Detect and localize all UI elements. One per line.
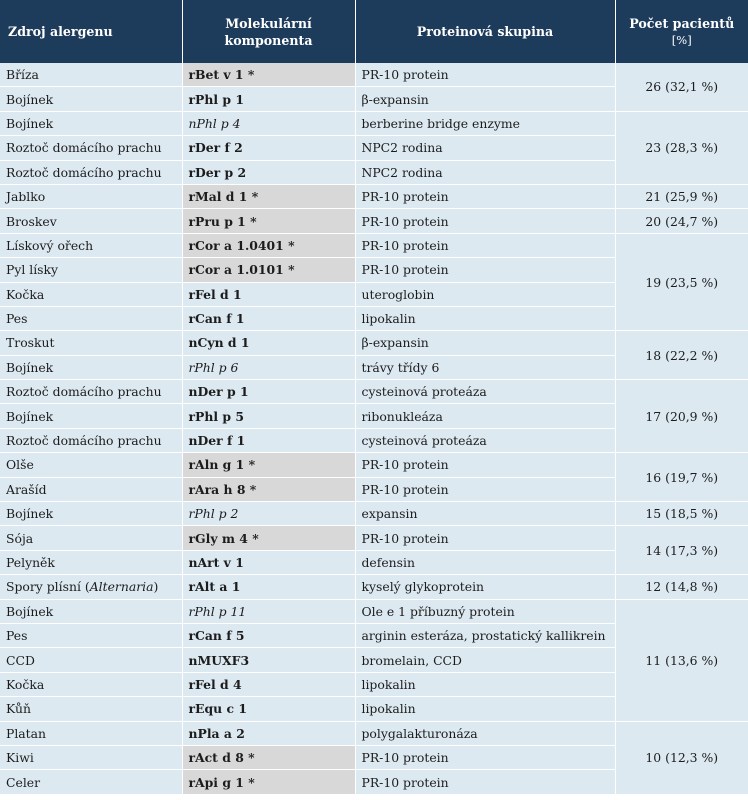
cell-protein-group: cysteinová proteáza: [355, 428, 615, 452]
cell-protein-group: NPC2 rodina: [355, 136, 615, 160]
cell-source: Troskut: [0, 331, 182, 355]
cell-protein-group: lipokalin: [355, 306, 615, 330]
cell-protein-group: β-expansin: [355, 331, 615, 355]
cell-patient-count: 21 (25,9 %): [615, 184, 748, 208]
table-row: [0, 233, 748, 257]
cell-source-text-end: ): [153, 579, 159, 595]
cell-source: Kočka: [0, 282, 182, 306]
cell-source: Sója: [0, 526, 182, 550]
cell-source-italic: Alternaria: [89, 579, 154, 595]
cell-protein-group: PR-10 protein: [355, 770, 615, 794]
cell-patient-count: 23 (28,3 %): [615, 111, 748, 184]
cell-protein-group: ribonukleáza: [355, 404, 615, 428]
cell-component: rPhl p 6: [182, 355, 355, 379]
cell-source: Bojínek: [0, 404, 182, 428]
cell-patient-count: 20 (24,7 %): [615, 209, 748, 233]
cell-protein-group: cysteinová proteáza: [355, 380, 615, 404]
cell-source: Roztoč domácího prachu: [0, 136, 182, 160]
cell-protein-group: defensin: [355, 550, 615, 574]
cell-source-text: Spory plísní (: [6, 579, 90, 595]
cell-component: rCan f 5: [182, 623, 355, 647]
cell-protein-group: β-expansin: [355, 87, 615, 111]
table-row: [0, 63, 748, 87]
cell-source: Kůň: [0, 697, 182, 721]
cell-component: nMUXF3: [182, 648, 355, 672]
cell-component: rFel d 1: [182, 282, 355, 306]
cell-component: rPhl p 2: [182, 502, 355, 526]
cell-patient-count: 26 (32,1 %): [615, 63, 748, 111]
cell-protein-group: trávy třídy 6: [355, 355, 615, 379]
cell-component: rAct d 8 *: [182, 745, 355, 769]
cell-component: rGly m 4 *: [182, 526, 355, 550]
cell-source: Jablko: [0, 184, 182, 208]
cell-source: Bojínek: [0, 111, 182, 135]
cell-protein-group: PR-10 protein: [355, 258, 615, 282]
table-row: [0, 575, 748, 599]
cell-protein-group: PR-10 protein: [355, 477, 615, 501]
cell-source: Bojínek: [0, 87, 182, 111]
header-patient-count: [615, 0, 748, 63]
cell-component: rPhl p 11: [182, 599, 355, 623]
cell-component: rAra h 8 *: [182, 477, 355, 501]
cell-component: nDer f 1: [182, 428, 355, 452]
table-row: [0, 721, 748, 745]
cell-protein-group: PR-10 protein: [355, 745, 615, 769]
table-row: [0, 453, 748, 477]
header-patient-count-label: Počet pacientů: [629, 15, 735, 31]
header-allergen-source: Zdroj alergenu: [0, 0, 182, 63]
cell-source: CCD: [0, 648, 182, 672]
header-protein-group: Proteinová skupina: [355, 0, 615, 63]
cell-source: Roztoč domácího prachu: [0, 160, 182, 184]
cell-protein-group: polygalakturonáza: [355, 721, 615, 745]
table-row: [0, 526, 748, 550]
cell-protein-group: PR-10 protein: [355, 63, 615, 87]
cell-component: nPhl p 4: [182, 111, 355, 135]
cell-protein-group: arginin esteráza, prostatický kallikrein: [355, 623, 615, 647]
table-row: [0, 111, 748, 135]
cell-patient-count: 14 (17,3 %): [615, 526, 748, 575]
cell-protein-group: lipokalin: [355, 672, 615, 696]
cell-source: Lískový ořech: [0, 233, 182, 257]
cell-source: Roztoč domácího prachu: [0, 428, 182, 452]
cell-protein-group: kyselý glykoprotein: [355, 575, 615, 599]
cell-component: rAln g 1 *: [182, 453, 355, 477]
cell-component: rCan f 1: [182, 306, 355, 330]
header-molecular-component: Molekulární komponenta: [182, 0, 355, 63]
cell-source: Pes: [0, 306, 182, 330]
cell-component: rMal d 1 *: [182, 184, 355, 208]
cell-source: [0, 575, 182, 599]
cell-component: nArt v 1: [182, 550, 355, 574]
table-row: [0, 209, 748, 233]
cell-protein-group: PR-10 protein: [355, 209, 615, 233]
cell-source: Broskev: [0, 209, 182, 233]
cell-protein-group: berberine bridge enzyme: [355, 111, 615, 135]
cell-patient-count: 19 (23,5 %): [615, 233, 748, 331]
cell-protein-group: PR-10 protein: [355, 453, 615, 477]
header-patient-count-unit: [%]: [671, 32, 692, 47]
cell-patient-count: 16 (19,7 %): [615, 453, 748, 502]
cell-component: rCor a 1.0401 *: [182, 233, 355, 257]
table-row: [0, 331, 748, 355]
cell-component: rEqu c 1: [182, 697, 355, 721]
cell-source: Bojínek: [0, 502, 182, 526]
cell-protein-group: PR-10 protein: [355, 184, 615, 208]
cell-component: rAlt a 1: [182, 575, 355, 599]
cell-component: rPru p 1 *: [182, 209, 355, 233]
cell-patient-count: 12 (14,8 %): [615, 575, 748, 599]
table-header-row: [0, 0, 748, 63]
cell-component: rPhl p 1: [182, 87, 355, 111]
table-row: [0, 184, 748, 208]
cell-source: Roztoč domácího prachu: [0, 380, 182, 404]
cell-component: nCyn d 1: [182, 331, 355, 355]
cell-source: Bojínek: [0, 599, 182, 623]
cell-source: Bojínek: [0, 355, 182, 379]
cell-component: nDer p 1: [182, 380, 355, 404]
cell-source: Pes: [0, 623, 182, 647]
table-row: [0, 502, 748, 526]
cell-component: nPla a 2: [182, 721, 355, 745]
cell-patient-count: 17 (20,9 %): [615, 380, 748, 453]
cell-component: rDer p 2: [182, 160, 355, 184]
cell-protein-group: PR-10 protein: [355, 233, 615, 257]
cell-component: rBet v 1 *: [182, 63, 355, 87]
cell-source: Kiwi: [0, 745, 182, 769]
cell-protein-group: PR-10 protein: [355, 526, 615, 550]
cell-patient-count: 10 (12,3 %): [615, 721, 748, 794]
cell-protein-group: uteroglobin: [355, 282, 615, 306]
table-row: [0, 599, 748, 623]
cell-component: rDer f 2: [182, 136, 355, 160]
cell-source: Platan: [0, 721, 182, 745]
cell-component: rFel d 4: [182, 672, 355, 696]
cell-protein-group: bromelain, CCD: [355, 648, 615, 672]
cell-source: Pyl lísky: [0, 258, 182, 282]
cell-component: rPhl p 5: [182, 404, 355, 428]
cell-protein-group: expansin: [355, 502, 615, 526]
cell-patient-count: 11 (13,6 %): [615, 599, 748, 721]
cell-patient-count: 15 (18,5 %): [615, 502, 748, 526]
cell-protein-group: NPC2 rodina: [355, 160, 615, 184]
cell-source: Arašíd: [0, 477, 182, 501]
cell-source: Olše: [0, 453, 182, 477]
cell-component: rApi g 1 *: [182, 770, 355, 794]
cell-protein-group: Ole e 1 příbuzný protein: [355, 599, 615, 623]
cell-source: Bříza: [0, 63, 182, 87]
cell-source: Kočka: [0, 672, 182, 696]
cell-source: Celer: [0, 770, 182, 794]
cell-patient-count: 18 (22,2 %): [615, 331, 748, 380]
table-row: [0, 380, 748, 404]
cell-component: rCor a 1.0101 *: [182, 258, 355, 282]
cell-source: Pelyněk: [0, 550, 182, 574]
cell-protein-group: lipokalin: [355, 697, 615, 721]
